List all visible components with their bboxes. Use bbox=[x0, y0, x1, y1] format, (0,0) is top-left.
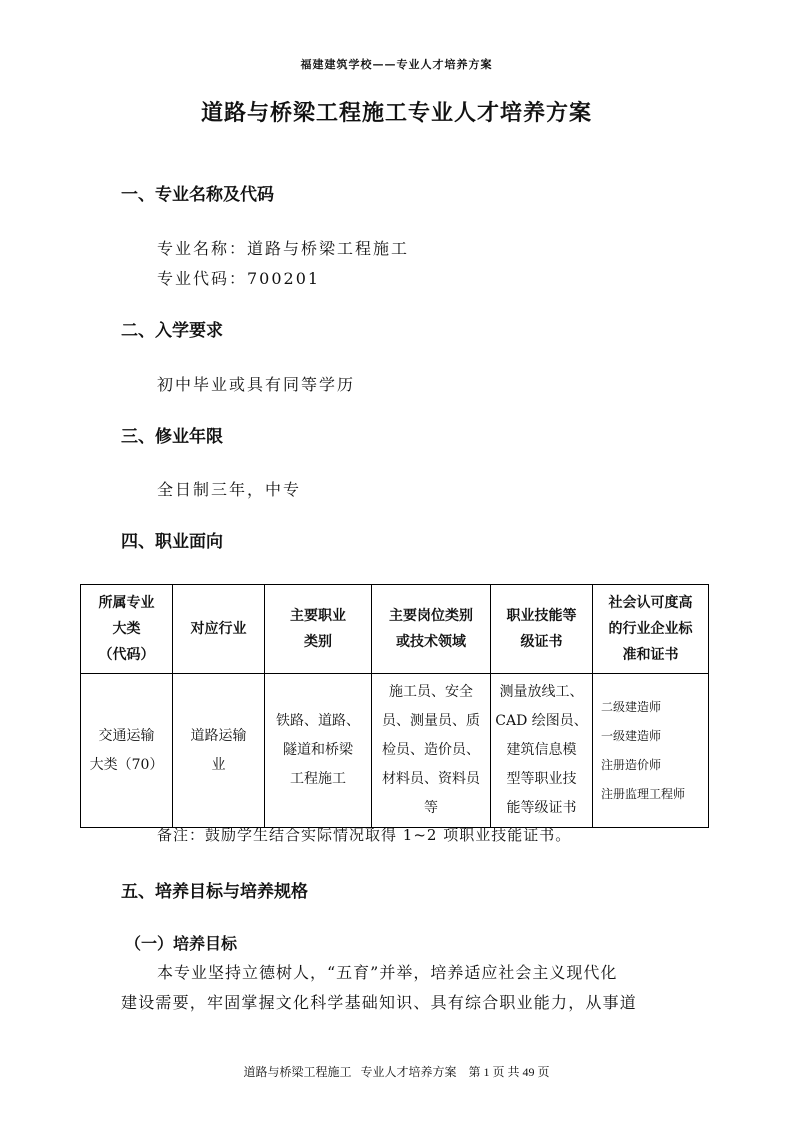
cell-industry-cert: 二级建造师 一级建造师 注册造价师 注册监理工程师 bbox=[593, 674, 709, 828]
cell-positions: 施工员、安全 员、测量员、质 检员、造价员、 材料员、资料员 等 bbox=[372, 674, 491, 828]
section-5-heading: 五、培养目标与培养规格 bbox=[121, 882, 308, 902]
goal-paragraph-line-1: 本专业坚持立德树人，“五育”并举，培养适应社会主义现代化 bbox=[157, 963, 618, 982]
goal-paragraph-line-2: 建设需要，牢固掌握文化科学基础知识、具有综合职业能力，从事道 bbox=[121, 993, 638, 1012]
header-cell-industry: 对应行业 bbox=[173, 585, 265, 674]
table-header-row bbox=[81, 585, 709, 674]
document-title: 道路与桥梁工程施工专业人才培养方案 bbox=[200, 100, 592, 126]
cell-occupation: 铁路、道路、 隧道和桥梁 工程施工 bbox=[265, 674, 372, 828]
page-header: 福建建筑学校——专业人才培养方案 bbox=[300, 58, 493, 71]
table-note: 备注：鼓励学生结合实际情况取得 1~2 项职业技能证书。 bbox=[157, 826, 572, 844]
cell-category: 交通运输 大类（70） bbox=[81, 674, 173, 828]
page-footer: 道路与桥梁工程施工 专业人才培养方案 第 1 页 共 49 页 bbox=[243, 1065, 550, 1079]
major-code-line: 专业代码：700201 bbox=[157, 269, 321, 288]
subsection-goal-heading: （一）培养目标 bbox=[125, 934, 238, 953]
cell-industry: 道路运输 业 bbox=[173, 674, 265, 828]
header-cell-industry-cert: 社会认可度高 的行业企业标 准和证书 bbox=[593, 585, 709, 674]
admission-requirement: 初中毕业或具有同等学历 bbox=[157, 375, 356, 394]
career-orientation-table bbox=[80, 584, 709, 828]
section-3-heading: 三、修业年限 bbox=[121, 427, 223, 447]
major-name-line: 专业名称：道路与桥梁工程施工 bbox=[157, 239, 410, 258]
header-cell-category: 所属专业 大类 （代码） bbox=[81, 585, 173, 674]
section-2-heading: 二、入学要求 bbox=[121, 321, 223, 341]
section-1-heading: 一、专业名称及代码 bbox=[121, 185, 274, 205]
header-cell-skill-cert: 职业技能等 级证书 bbox=[491, 585, 593, 674]
cell-skill-cert: 测量放线工、 CAD 绘图员、 建筑信息模 型等职业技 能等级证书 bbox=[491, 674, 593, 828]
header-cell-occupation: 主要职业 类别 bbox=[265, 585, 372, 674]
header-cell-positions: 主要岗位类别 或技术领域 bbox=[372, 585, 491, 674]
table-row bbox=[81, 674, 709, 828]
section-4-heading: 四、职业面向 bbox=[121, 532, 223, 552]
study-duration: 全日制三年，中专 bbox=[157, 480, 302, 499]
